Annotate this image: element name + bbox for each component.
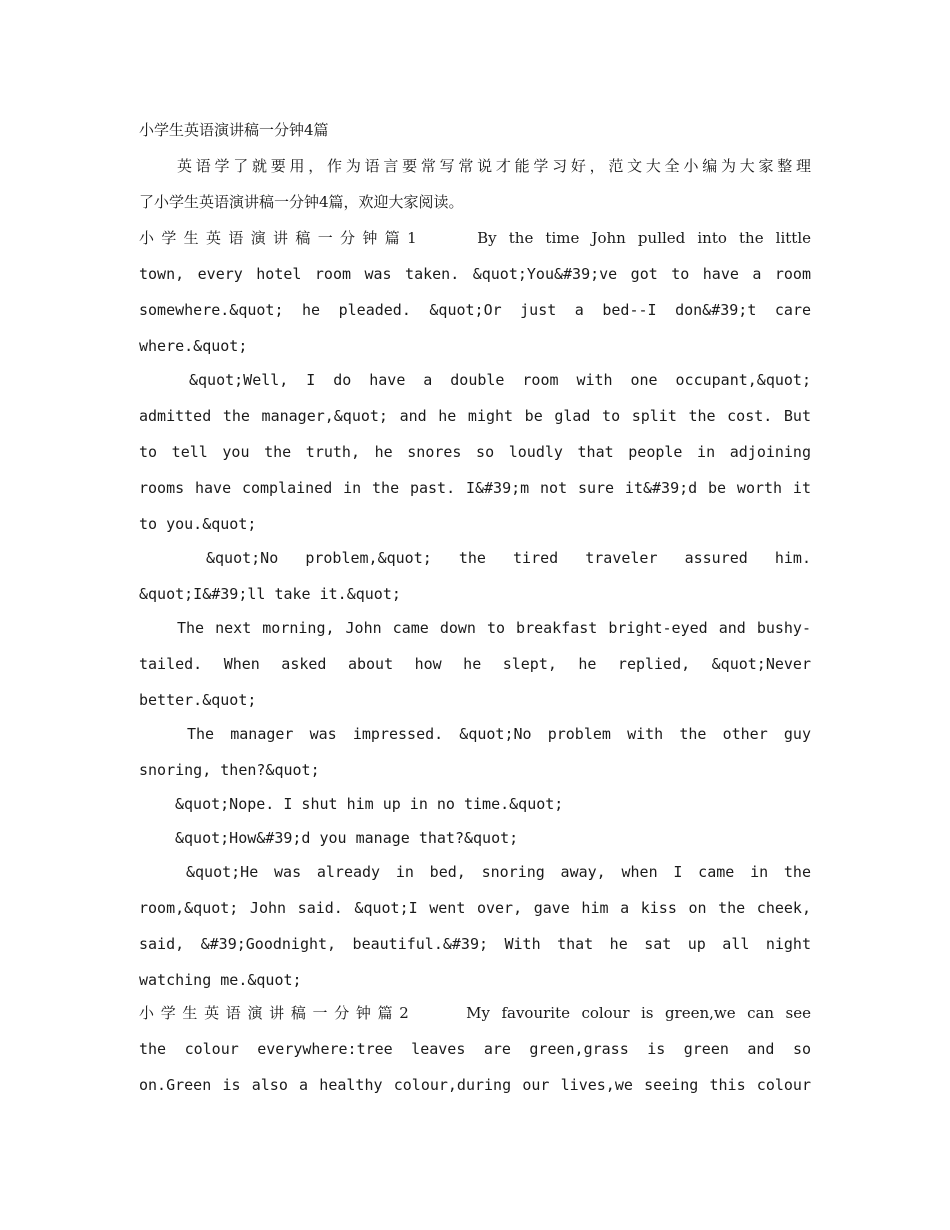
text-line: said, &#39;Goodnight, beautiful.&#39; With that he sat up all night (139, 935, 811, 953)
text-line: town, every hotel room was taken. &quot;You&#39;ve got to have a room (139, 265, 811, 283)
text-line: rooms have complained in the past. I&#39;m not sure it&#39;d be worth it (139, 479, 811, 497)
text-line: &quot;I&#39;ll take it.&quot; (139, 585, 401, 603)
text-line: the colour everywhere:tree leaves are green,grass is green and so (139, 1040, 811, 1058)
document-title: 小学生英语演讲稿一分钟4篇 (139, 121, 329, 139)
text-line: to tell you the truth, he snores so loudly that people in adjoining (139, 443, 811, 461)
text-line: &quot;Well, I do have a double room with one occupant,&quot; (189, 371, 811, 389)
text-line: 了小学生英语演讲稿一分钟4篇，欢迎大家阅读。 (139, 193, 464, 211)
text-line: on.Green is also a healthy colour,during our lives,we seeing this colour (139, 1076, 811, 1094)
text-line: &quot;How&#39;d you manage that?&quot; (175, 829, 519, 847)
text-line: admitted the manager,&quot; and he might be glad to split the cost. But (139, 407, 811, 425)
text-line: &quot;He was already in bed, snoring away, when I came in the (186, 863, 811, 881)
document-body (139, 112, 811, 1103)
text-line: The manager was impressed. &quot;No problem with the other guy (187, 725, 811, 743)
text-line: The next morning, John came down to breakfast bright-eyed and bushy- (177, 619, 811, 637)
text-line: where.&quot; (139, 337, 248, 355)
text-line: to you.&quot; (139, 515, 257, 533)
text-line: snoring, then?&quot; (139, 761, 320, 779)
text-line: &quot;Nope. I shut him up in no time.&quot; (175, 795, 564, 813)
text-line: 小学生英语演讲稿一分钟篇2 My favourite colour is green,we can see (139, 1004, 811, 1022)
text-line: watching me.&quot; (139, 971, 302, 989)
text-line: 小学生英语演讲稿一分钟篇1 By the time John pulled into the little (139, 229, 811, 247)
text-line: &quot;No problem,&quot; the tired traveler assured him. (206, 549, 811, 567)
text-line: 英语学了就要用，作为语言要常写常说才能学习好，范文大全小编为大家整理 (177, 157, 811, 175)
text-line: tailed. When asked about how he slept, he replied, &quot;Never (139, 655, 811, 673)
text-line: better.&quot; (139, 691, 257, 709)
text-line: room,&quot; John said. &quot;I went over, gave him a kiss on the cheek, (139, 899, 811, 917)
text-line: somewhere.&quot; he pleaded. &quot;Or just a bed--I don&#39;t care (139, 301, 811, 319)
